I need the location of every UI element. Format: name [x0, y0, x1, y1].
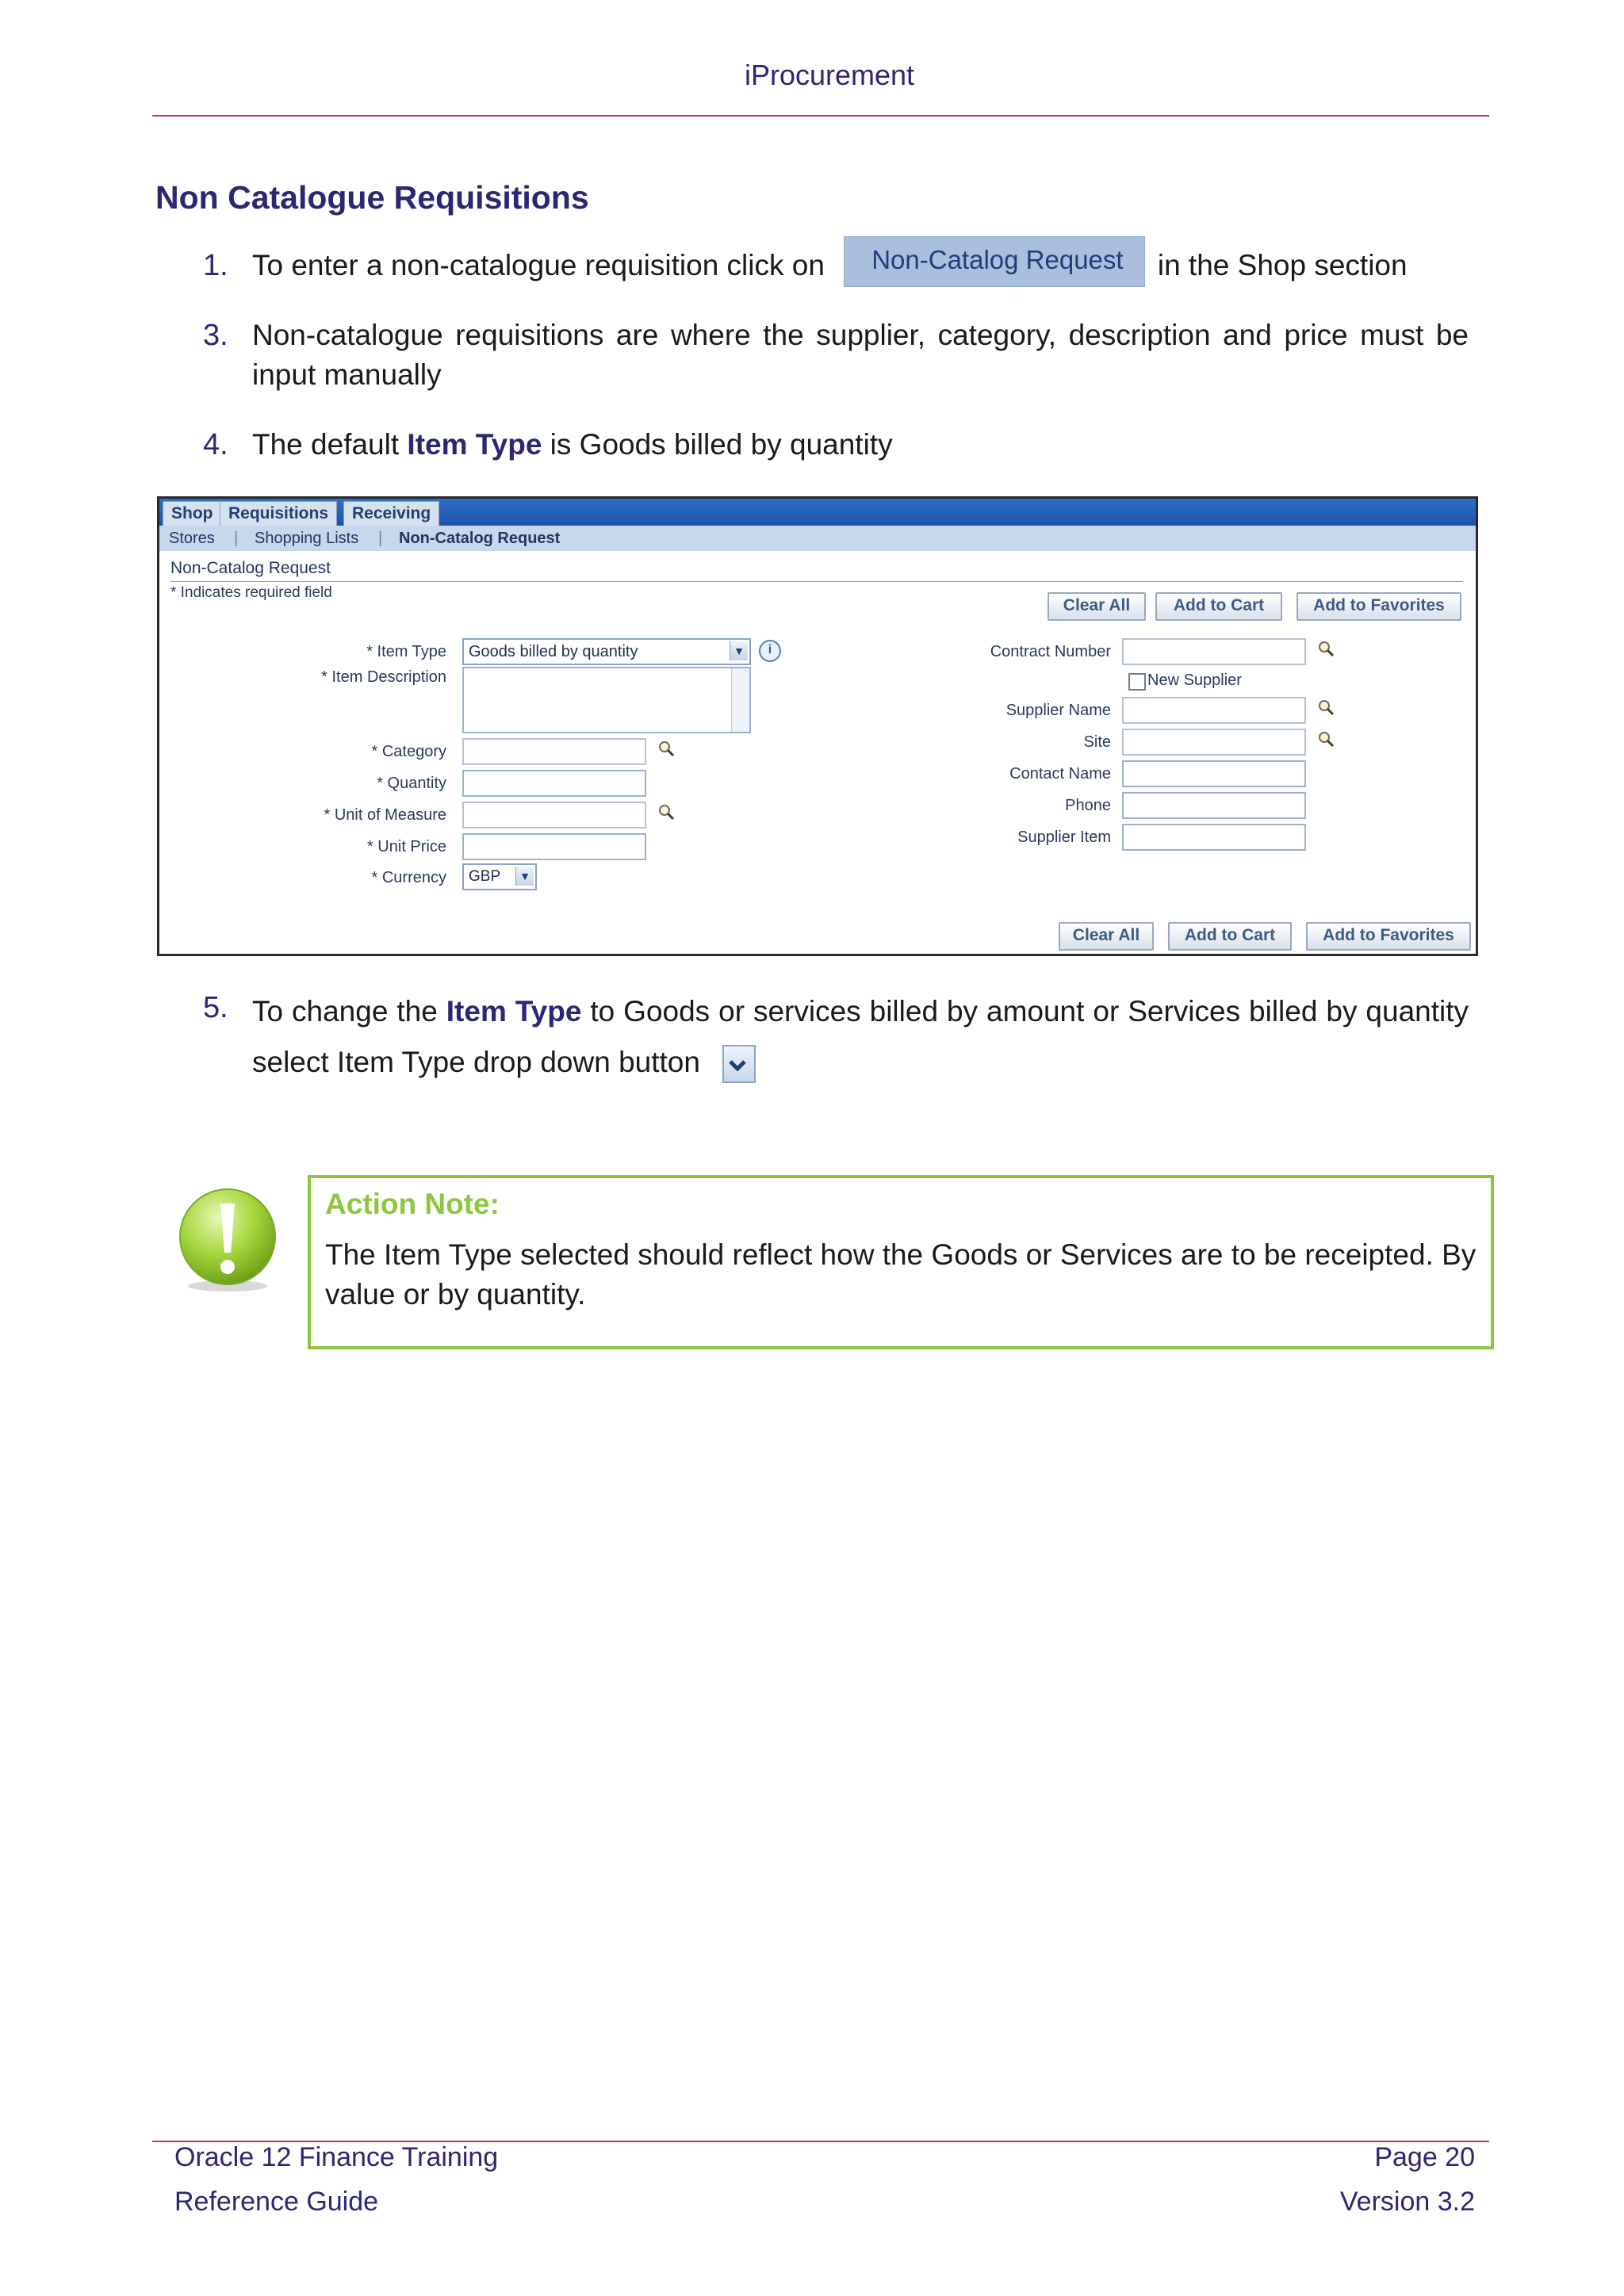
tab-shop[interactable]: Shop	[163, 501, 222, 526]
footer-left-line2: Reference Guide	[174, 2187, 379, 2217]
scrollbar[interactable]	[731, 668, 749, 732]
title-rule	[170, 581, 1463, 582]
search-icon[interactable]	[1317, 640, 1335, 657]
document-header-title: iProcurement	[744, 59, 915, 91]
subnav-divider: |	[234, 530, 239, 547]
item-type-label: * Item Type	[366, 643, 446, 660]
contact-name-label: Contact Name	[1009, 765, 1111, 783]
supplier-item-label: Supplier Item	[1017, 828, 1111, 846]
supplier-name-label: Supplier Name	[1005, 702, 1111, 719]
subnav-stores[interactable]: Stores	[169, 530, 215, 547]
item-description-textarea[interactable]	[462, 667, 751, 733]
action-note-box	[308, 1175, 1494, 1349]
tab-requisitions[interactable]: Requisitions	[220, 501, 337, 526]
chevron-down-icon[interactable]: ▼	[515, 867, 534, 886]
currency-select[interactable]	[462, 863, 537, 890]
step-number: 4.	[203, 428, 228, 461]
search-icon[interactable]	[657, 803, 675, 821]
item-type-value: Goods billed by quantity	[469, 643, 638, 660]
supplier-name-input[interactable]	[1122, 697, 1306, 724]
tab-receiving[interactable]: Receiving	[343, 501, 439, 526]
step-text: To enter a non-catalogue requisition click on	[252, 249, 825, 281]
step-number: 1.	[203, 249, 228, 282]
currency-label: * Currency	[371, 869, 446, 886]
action-note-text: The Item Type selected should reflect how the Goods or Services are to be receipted. By value or by quantity.	[325, 1238, 1477, 1311]
step-4	[252, 425, 1469, 465]
step-1	[252, 246, 1489, 297]
add-to-favorites-button[interactable]: Add to Favorites	[1297, 592, 1461, 621]
category-label: * Category	[371, 743, 446, 760]
subnav-non-catalog-request[interactable]: Non-Catalog Request	[399, 530, 561, 547]
add-to-cart-button[interactable]: Add to Cart	[1155, 592, 1282, 621]
action-note-title: Action Note:	[325, 1188, 500, 1220]
search-icon[interactable]	[657, 740, 675, 757]
add-to-favorites-button[interactable]: Add to Favorites	[1306, 922, 1471, 951]
step-text: The default	[252, 428, 400, 461]
site-label: Site	[1083, 733, 1111, 751]
quantity-input[interactable]	[462, 770, 646, 797]
contract-number-label: Contract Number	[990, 643, 1111, 660]
step-number: 5.	[203, 991, 228, 1024]
phone-input[interactable]	[1122, 792, 1306, 819]
step-text: in the Shop section	[1157, 249, 1408, 281]
unit-of-measure-input[interactable]	[462, 802, 646, 828]
exclamation-icon	[176, 1186, 279, 1294]
currency-value: GBP	[469, 868, 501, 885]
section-title: Non Catalogue Requisitions	[155, 179, 589, 216]
clear-all-button[interactable]: Clear All	[1059, 922, 1154, 951]
step-3: Non-catalogue requisitions are where the supplier, category, description and price must be input manually	[252, 319, 1469, 391]
item-description-label: * Item Description	[321, 668, 446, 686]
quantity-label: * Quantity	[377, 775, 446, 792]
required-note: * Indicates required field	[170, 584, 332, 601]
footer-version: Version 3.2	[1339, 2187, 1475, 2217]
header-rule	[152, 115, 1489, 117]
non-catalog-request-screenshot	[157, 496, 1478, 956]
contract-number-input[interactable]	[1122, 638, 1306, 665]
new-supplier-label: New Supplier	[1147, 672, 1242, 689]
add-to-cart-button[interactable]: Add to Cart	[1168, 922, 1292, 951]
page-title: Non-Catalog Request	[170, 559, 331, 577]
sub-navigation	[159, 526, 1476, 551]
step-text: to Goods or services billed by amount or Services billed by quantity select Item Type drop down button	[252, 995, 1469, 1078]
footer-page-number: Page 20	[1374, 2142, 1475, 2172]
info-icon[interactable]: i	[759, 640, 781, 662]
category-input[interactable]	[462, 738, 646, 765]
item-type-keyword: Item Type	[407, 428, 542, 461]
chevron-down-icon[interactable]: ▼	[730, 641, 748, 660]
step-text: is Goods billed by quantity	[550, 428, 893, 461]
unit-price-label: * Unit Price	[366, 838, 446, 855]
tab-bar	[159, 499, 1476, 526]
step-text: To change the	[252, 995, 438, 1027]
item-type-keyword: Item Type	[446, 995, 582, 1027]
chevron-down-icon	[722, 1045, 756, 1083]
step-number: 3.	[203, 319, 228, 352]
supplier-item-input[interactable]	[1122, 824, 1306, 851]
contact-name-input[interactable]	[1122, 760, 1306, 787]
unit-of-measure-label: * Unit of Measure	[324, 806, 446, 824]
site-input[interactable]	[1122, 729, 1306, 756]
clear-all-button[interactable]: Clear All	[1048, 592, 1146, 621]
non-catalog-request-button-image: Non-Catalog Request	[844, 236, 1144, 287]
subnav-shopping-lists[interactable]: Shopping Lists	[255, 530, 359, 547]
subnav-divider: |	[378, 530, 383, 547]
unit-price-input[interactable]	[462, 833, 646, 860]
new-supplier-checkbox[interactable]	[1128, 673, 1146, 691]
phone-label: Phone	[1065, 797, 1111, 814]
item-type-select[interactable]	[462, 638, 751, 665]
search-icon[interactable]	[1317, 698, 1335, 716]
step-5	[252, 986, 1469, 1088]
footer-left-line1: Oracle 12 Finance Training	[174, 2142, 499, 2172]
search-icon[interactable]	[1317, 730, 1335, 748]
